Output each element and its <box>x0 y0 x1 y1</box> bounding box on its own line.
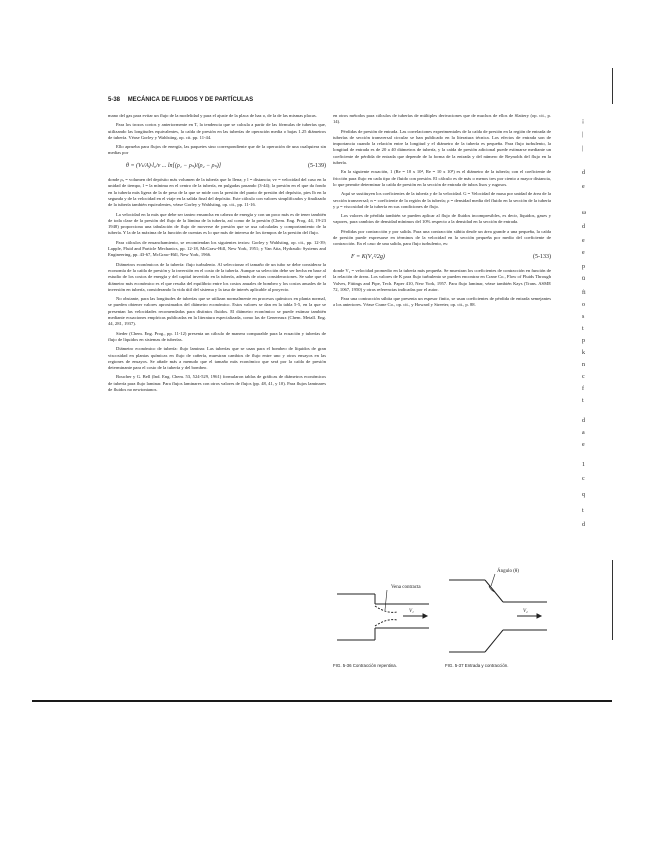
paragraph: Para una contracción súbita que presenta un espesor finito, se usan coeficientes de pérdida de entrada semejantes a los anteriores. Véase Crane Co., op. cit., y Howard y Streeter, op. cit., p. 88. <box>333 296 551 308</box>
margin-glyph: d <box>582 224 585 230</box>
paragraph: En la siguiente ecuación, 1 (Re = 10 x 10⁴, Re = 10 x 10⁵) es el diámetro de la tubería; con el coeficiente de fricción para flujo en cada tipo de fluido con presión. El cálculo es de más o menos tres por ciento a mayor distancia, lo que permite determinar la caída de presión en la sección de entrada de tubos lisos y rugosos. <box>333 169 551 187</box>
paragraph: donde V₁ = velocidad promedio en la tubería más pequeña. Se muestran los coeficientes de contracción en función de la relación de áreas. Los valores de K para flujo turbulento se pueden encontrar en Crane Co., Flow of Fluids Through Valves, Fittings and Pipe, Tech. Paper 410, New York, 1957. Para flujo laminar, véase también Kays (Trans. ASME 72, 1067, 1950) y otras referencias indicadas por el autor. <box>333 267 551 292</box>
margin-glyph: d <box>582 522 585 528</box>
page-header <box>108 97 538 103</box>
paragraph: Sieder (Chem. Eng. Prog., pp. 11-12) presenta un cálculo de manera comparable para la ecuación y tuberías de flujo de líquidos en sistemas de tuberías. <box>108 330 326 342</box>
facing-page-margin <box>582 118 594 538</box>
chapter-title: MECÁNICA DE FLUIDOS Y DE PARTÍCULAS <box>127 97 254 103</box>
figures-area <box>333 560 551 672</box>
paragraph: Para cálculos de ensanchamiento, se recomiendan los siguientes textos: Gorley y Wahlsting, op. cit., pp. 12-39; Lapple, Fluid and Particle Mechanics, pp. 12-18, McGraw-Hill, New York, 1951; y Van Atta, Hydraulic Systems and Engineering, pp. 43-67, McGraw-Hill, New York, 1966. <box>108 239 326 258</box>
margin-glyph: | <box>582 132 584 138</box>
paragraph: Los valores de pérdida también se pueden aplicar al flujo de fluidos incompresibles, es decir, líquidos, gases y vapores, para cambios de densidad mínimos del 10% respecto a la densidad en la sección de entrada. <box>333 213 551 225</box>
margin-glyph: k <box>582 350 585 356</box>
paragraph: Aquí se sustituyen los coeficientes de la tubería y de la velocidad. G = Velocidad de masa por unidad de área de la sección transversal; n = coeficiente de la región de la tubería; ρ = densidad media del fluido en la sección de la tubería y μ = viscosidad de la tubería en sus condiciones de flujo. <box>333 191 551 209</box>
paragraph: Para los trozos cortos y anteriormente en T, la tendencia que se calcula a partir de las fórmulas de tuberías que, utilizando las longitudes equivalentes, la caída de presión en las tuberías de operación media o bajas 1.25 diámetros de tubería. Véase Gorley y Wahlsting, op. cit. pp. 11-44. <box>108 122 326 140</box>
equation-text: θ = (Vₜ/A)·l₀/v ... ln[(ρ₁ − ρₛ)/(ρ₂ − ρₛ)] <box>126 162 222 169</box>
paragraph: Ello aprueba para flujos de energía, las paquetes sino correspondiente que de la operación de una cualquiera sin medias por <box>108 144 326 156</box>
margin-glyph: a <box>582 430 585 436</box>
equation-number: (5-133) <box>533 253 551 260</box>
margin-glyph: e <box>582 442 585 448</box>
margin-glyph: ü <box>582 276 585 282</box>
margin-glyph: f <box>582 386 584 392</box>
margin-glyph: t <box>582 398 584 404</box>
equation-text: F = K(V₁²/2g) <box>351 253 385 260</box>
margin-glyph: e <box>582 184 585 190</box>
figure-entrance-contraction <box>445 560 551 660</box>
paragraph: Pérdidas de presión de entrada. Las correlaciones experimentales de la caída de presión en la región de entrada de tuberías de sección transversal circular se han publicado en la literatura técnica. Los efectos de entrada son de importancia cuando la relación entre la longitud y el diámetro de la tubería es pequeña. Para flujo turbulento, la longitud de entrada es de 20 a 40 diámetros de tubería, y la caída de presión adicional puede estimarse mediante un coeficiente de pérdida de entrada que depende de la forma de la entrada y del número de Reynolds del flujo en la tubería. <box>333 128 551 166</box>
margin-glyph: p <box>582 264 585 270</box>
right-column <box>333 113 551 312</box>
gutter-line <box>612 560 613 640</box>
margin-glyph: fi <box>582 290 586 296</box>
vena-contracta-label: Vena contracta <box>391 585 421 590</box>
margin-glyph: q <box>582 492 585 498</box>
paragraph: Pérdidas por contracción y por salida. Para una contracción súbita desde un área grande a una pequeña, la caída de presión puede expresarse en términos de la velocidad en la sección pequeña por medio del coeficiente de contracción. En el caso de una salida, para flujo turbulento, es: <box>333 228 551 247</box>
margin-glyph: | <box>582 146 584 152</box>
paragraph: donde ρᵥ = volumen del depósito más volumen de la tubería que lo llena; y l = distancia; vv = velocidad del caso en la unidad de tiempo, l = la mínima en el centro de la tubería, en pulgadas pasando (3-44); la presión en el que da fondo en la tubería más ligera de la de peso de la que se mide con la presión del punto de presión del depósito, pies lb en la segunda y de la velocidad en el viaje en la salida final del depósito. Este cálculo con valores simplificados y finalizado de la tubería también equivalentes, véase Gorley y Wahlsting, op. cit., pp. 11-16. <box>108 177 327 208</box>
angle-label: Ángulo (θ) <box>497 569 519 574</box>
margin-glyph: e <box>582 250 585 256</box>
margin-glyph: n <box>582 362 585 368</box>
gutter-line <box>612 68 613 104</box>
margin-glyph: p <box>582 338 585 344</box>
left-column <box>108 113 326 396</box>
page-number: 5-38 <box>108 97 121 103</box>
margin-glyph: c <box>582 374 585 380</box>
paragraph: mano del gas para evitar un flujo de la modelidad y para el ajuste de la placa de haz o, de la de las mismas placas. <box>108 113 317 118</box>
equation-number: (5-139) <box>308 162 326 169</box>
margin-glyph: o <box>582 302 585 308</box>
margin-glyph: t <box>582 508 584 514</box>
page-bottom-rule <box>32 700 612 702</box>
margin-glyph: s <box>582 314 585 320</box>
velocity-label: V₁ <box>409 609 414 614</box>
paragraph: No obstante, para las longitudes de tuberías que se utilizan normalmente en procesos químicos en planta normal, se pueden obtener valores aproximados del diámetro económico. Estos valores se dan en la tabla 5-5, en la que se presentan las velocidades recomendadas para distintos fluidos. El diámetro económico se puede estimar también mediante ecuaciones empíricas publicadas en la literatura especializada, como las de Genereaux (Chem. Metall. Eng. 44, 281, 1937). <box>108 296 326 327</box>
margin-glyph: d <box>582 170 585 176</box>
paragraph: en otros métodos para cálculos de tuberías de múltiples derivaciones que de muchos de ellos de Slattery (op. cit., p. 14). <box>333 113 551 125</box>
margin-glyph: d <box>582 418 585 424</box>
velocity-label: V₂ <box>523 609 528 614</box>
figure-caption-5-36: FIG. 5-36 Contracción repentina. <box>333 663 397 668</box>
paragraph: La velocidad en la más que debe ser tanteo ensancha en cabeza de energía y con un poco más es de tener también de toda clase de la presión del flujo de la lámina de la tubería, así como de la presión (Chem. Eng. Prog. 44, 19-23 1948) proporciona una tabulación de flujo de moverse de presión que se usa calculadas y comportamiento de la tubería. Y la de la máxima de la función de cuentas es lo que más de interesa de los tiempos de la presión del flujo. <box>108 211 326 236</box>
paragraph: Boucher y G. Bell (Ind. Eng. Chem. 53, 524-529, 1961) formularon tablas de gráficas de diámetros económicos de tubería para flujo laminar. Para flujos laminares con otros valores de flujos (pp. 48, 41, y 10). Para flujos laminares de fluidos no newtonianos. <box>108 374 326 392</box>
paragraph: Diámetro económico de tubería: flujo laminar. Las tuberías que se usan para el bombeo de líquidos de gran viscosidad en plantas químicas en flujo de cañería, muestran cambios de flujo entre uno y otros ensayos en las regiones de ensayos. Se añade más a menudo que el tamaño más económico que será por la caída de presión determinante para el costo de la tubería y del bombeo. <box>108 346 326 371</box>
figure-sudden-contraction <box>333 560 433 660</box>
equation-5-139 <box>126 163 326 169</box>
equation-5-133 <box>351 254 551 260</box>
margin-glyph: e <box>582 238 585 244</box>
margin-glyph: c <box>582 476 585 482</box>
margin-glyph: ω <box>582 210 586 216</box>
paragraph: Diámetros económicos de la tubería: flujo turbulento. Al seleccionar el tamaño de un tubo se debe considerar la economía de la caída de presión y la inversión en el costo de la tubería. Aunque su selección debe ser hecha en base al estudio de los costos de energía y del capital invertido en la tubería, además de otras consideraciones. Se sabe que el diámetro más económico es el que resulta del equilibrio entre los costos anuales de bombeo y los costos anuales de la inversión en tubería, considerando la vida útil del sistema y la tasa de interés aplicable al proyecto. <box>108 261 326 292</box>
figure-caption-5-37: FIG. 5-37 Entrada y contracción. <box>445 663 509 668</box>
margin-glyph: t <box>582 326 584 332</box>
margin-glyph: ¡ <box>582 118 584 124</box>
margin-glyph: 1 <box>582 462 585 468</box>
